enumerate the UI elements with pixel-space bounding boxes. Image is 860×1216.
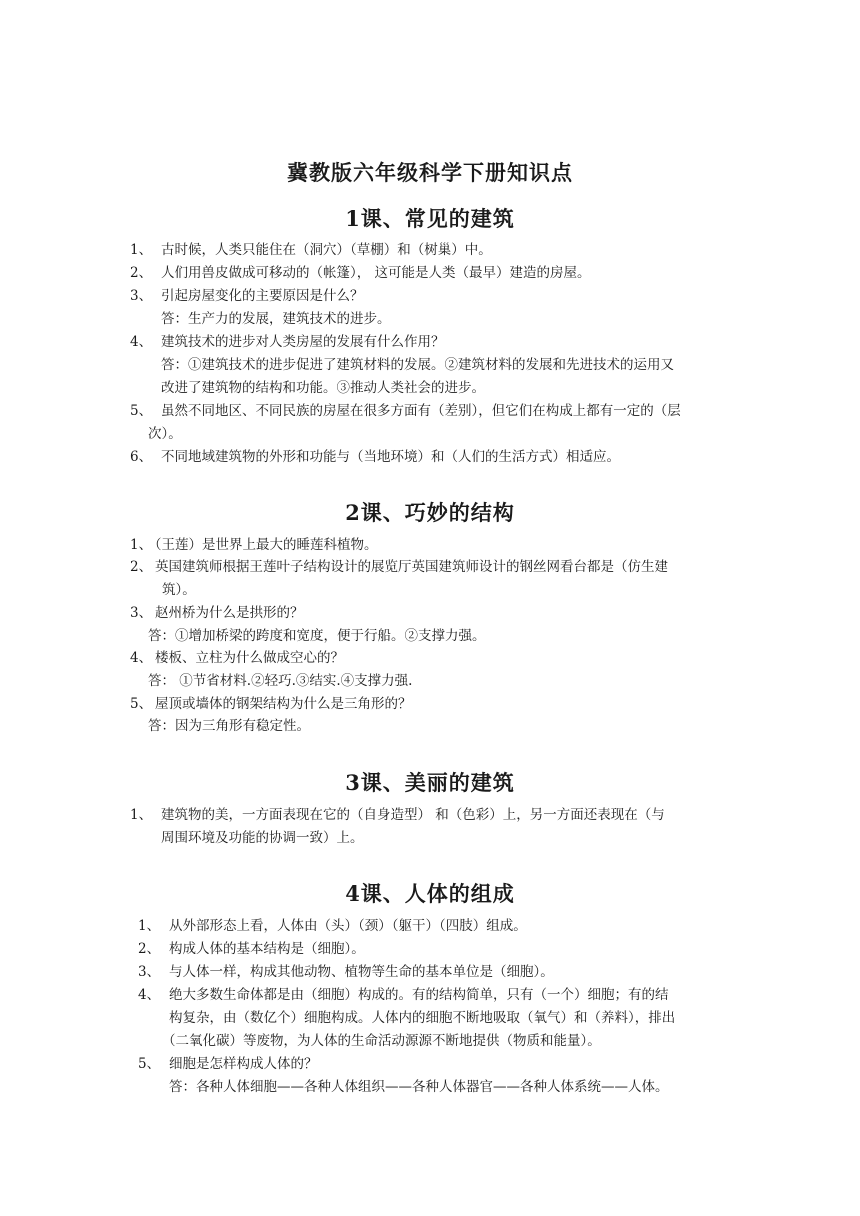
item-text: 屋顶或墙体的钢架结构为什么是三角形的？ <box>155 696 412 712</box>
section-heading-4: 4课、人体的组成 <box>345 881 515 906</box>
item-text: （二氧化碳）等废物，为人体的生命活动源源不断地提供（物质和能量）。 <box>162 1033 601 1049</box>
answer-text: 答：①增加桥梁的跨度和宽度，便于行船。②支撑力强。 <box>148 628 486 644</box>
item-text: 周围环境及功能的协调一致）上。 <box>161 830 364 846</box>
item-text: 与人体一样，构成其他动物、植物等生命的基本单位是（细胞）。 <box>169 964 554 980</box>
item-number: 5、 <box>130 403 153 419</box>
item-text: 从外部形态上看，人体由（头）（颈）（躯干）（四肢）组成。 <box>169 918 527 934</box>
item-number: 2、 <box>138 941 161 957</box>
item-text: 建筑物的美，一方面表现在它的（自身造型） 和（色彩）上，另一方面还表现在（与 <box>161 807 665 823</box>
item-text: 不同地域建筑物的外形和功能与（当地环境）和（人们的生活方式）相适应。 <box>161 449 620 465</box>
item-text: 绝大多数生命体都是由（细胞）构成的。有的结构简单，只有（一个）细胞；有的结 <box>169 987 669 1003</box>
item-text: 构复杂，由（数亿个）细胞构成。人体内的细胞不断地吸取（氧气）和（养料），排出 <box>169 1010 676 1026</box>
item-text: 古时候，人类只能住在（洞穴）（草棚）和（树巢）中。 <box>161 242 492 258</box>
item-text: 人们用兽皮做成可移动的（帐篷）， 这可能是人类（最早）建造的房屋。 <box>161 265 591 281</box>
item-number: 3、 <box>130 288 153 304</box>
section-heading-3: 3课、美丽的建筑 <box>345 770 515 795</box>
section-heading-2: 2课、巧妙的结构 <box>345 500 515 525</box>
item-number: 1、 <box>130 807 153 823</box>
item-text: 赵州桥为什么是拱形的？ <box>155 605 304 621</box>
item-text: 楼板、立柱为什么做成空心的？ <box>155 650 344 666</box>
item-text: 引起房屋变化的主要原因是什么？ <box>161 288 364 304</box>
item-text: （王莲）是世界上最大的睡莲科植物。 <box>148 537 378 553</box>
item-text: 次）。 <box>148 426 182 442</box>
item-number: 3、 <box>138 964 161 980</box>
item-number: 2、 <box>130 559 153 575</box>
answer-text: 答：生产力的发展，建筑技术的进步。 <box>161 311 391 327</box>
document-title: 冀教版六年级科学下册知识点 <box>287 160 573 185</box>
answer-text: 答： ①节省材料.②轻巧.③结实.④支撑力强. <box>148 673 413 689</box>
answer-text: 答：因为三角形有稳定性。 <box>148 718 310 734</box>
item-text: 构成人体的基本结构是（细胞）。 <box>169 941 365 957</box>
item-number: 6、 <box>130 449 153 465</box>
item-number: 4、 <box>130 334 153 350</box>
answer-text: 答：①建筑技术的进步促进了建筑材料的发展。②建筑材料的发展和先进技术的运用又 <box>161 357 674 373</box>
item-number: 1、 <box>130 537 153 553</box>
item-number: 4、 <box>138 987 161 1003</box>
item-text: 细胞是怎样构成人体的？ <box>169 1056 318 1072</box>
item-text: 虽然不同地区、不同民族的房屋在很多方面有（差别），但它们在构成上都有一定的（层 <box>161 403 681 419</box>
answer-text: 答：各种人体细胞——各种人体组织——各种人体器官——各种人体系统——人体。 <box>169 1079 669 1095</box>
item-number: 4、 <box>130 650 153 666</box>
item-text: 建筑技术的进步对人类房屋的发展有什么作用？ <box>161 334 445 350</box>
section-heading-1: 1课、常见的建筑 <box>345 206 515 231</box>
item-number: 1、 <box>138 918 161 934</box>
item-number: 2、 <box>130 265 153 281</box>
item-number: 3、 <box>130 605 153 621</box>
item-number: 5、 <box>130 696 153 712</box>
item-text: 筑）。 <box>162 582 196 598</box>
item-text: 英国建筑师根据王莲叶子结构设计的展览厅英国建筑师设计的钢丝网看台都是（仿生建 <box>155 559 668 575</box>
answer-text: 改进了建筑物的结构和功能。③推动人类社会的进步。 <box>161 380 485 396</box>
item-number: 5、 <box>138 1056 161 1072</box>
item-number: 1、 <box>130 242 153 258</box>
